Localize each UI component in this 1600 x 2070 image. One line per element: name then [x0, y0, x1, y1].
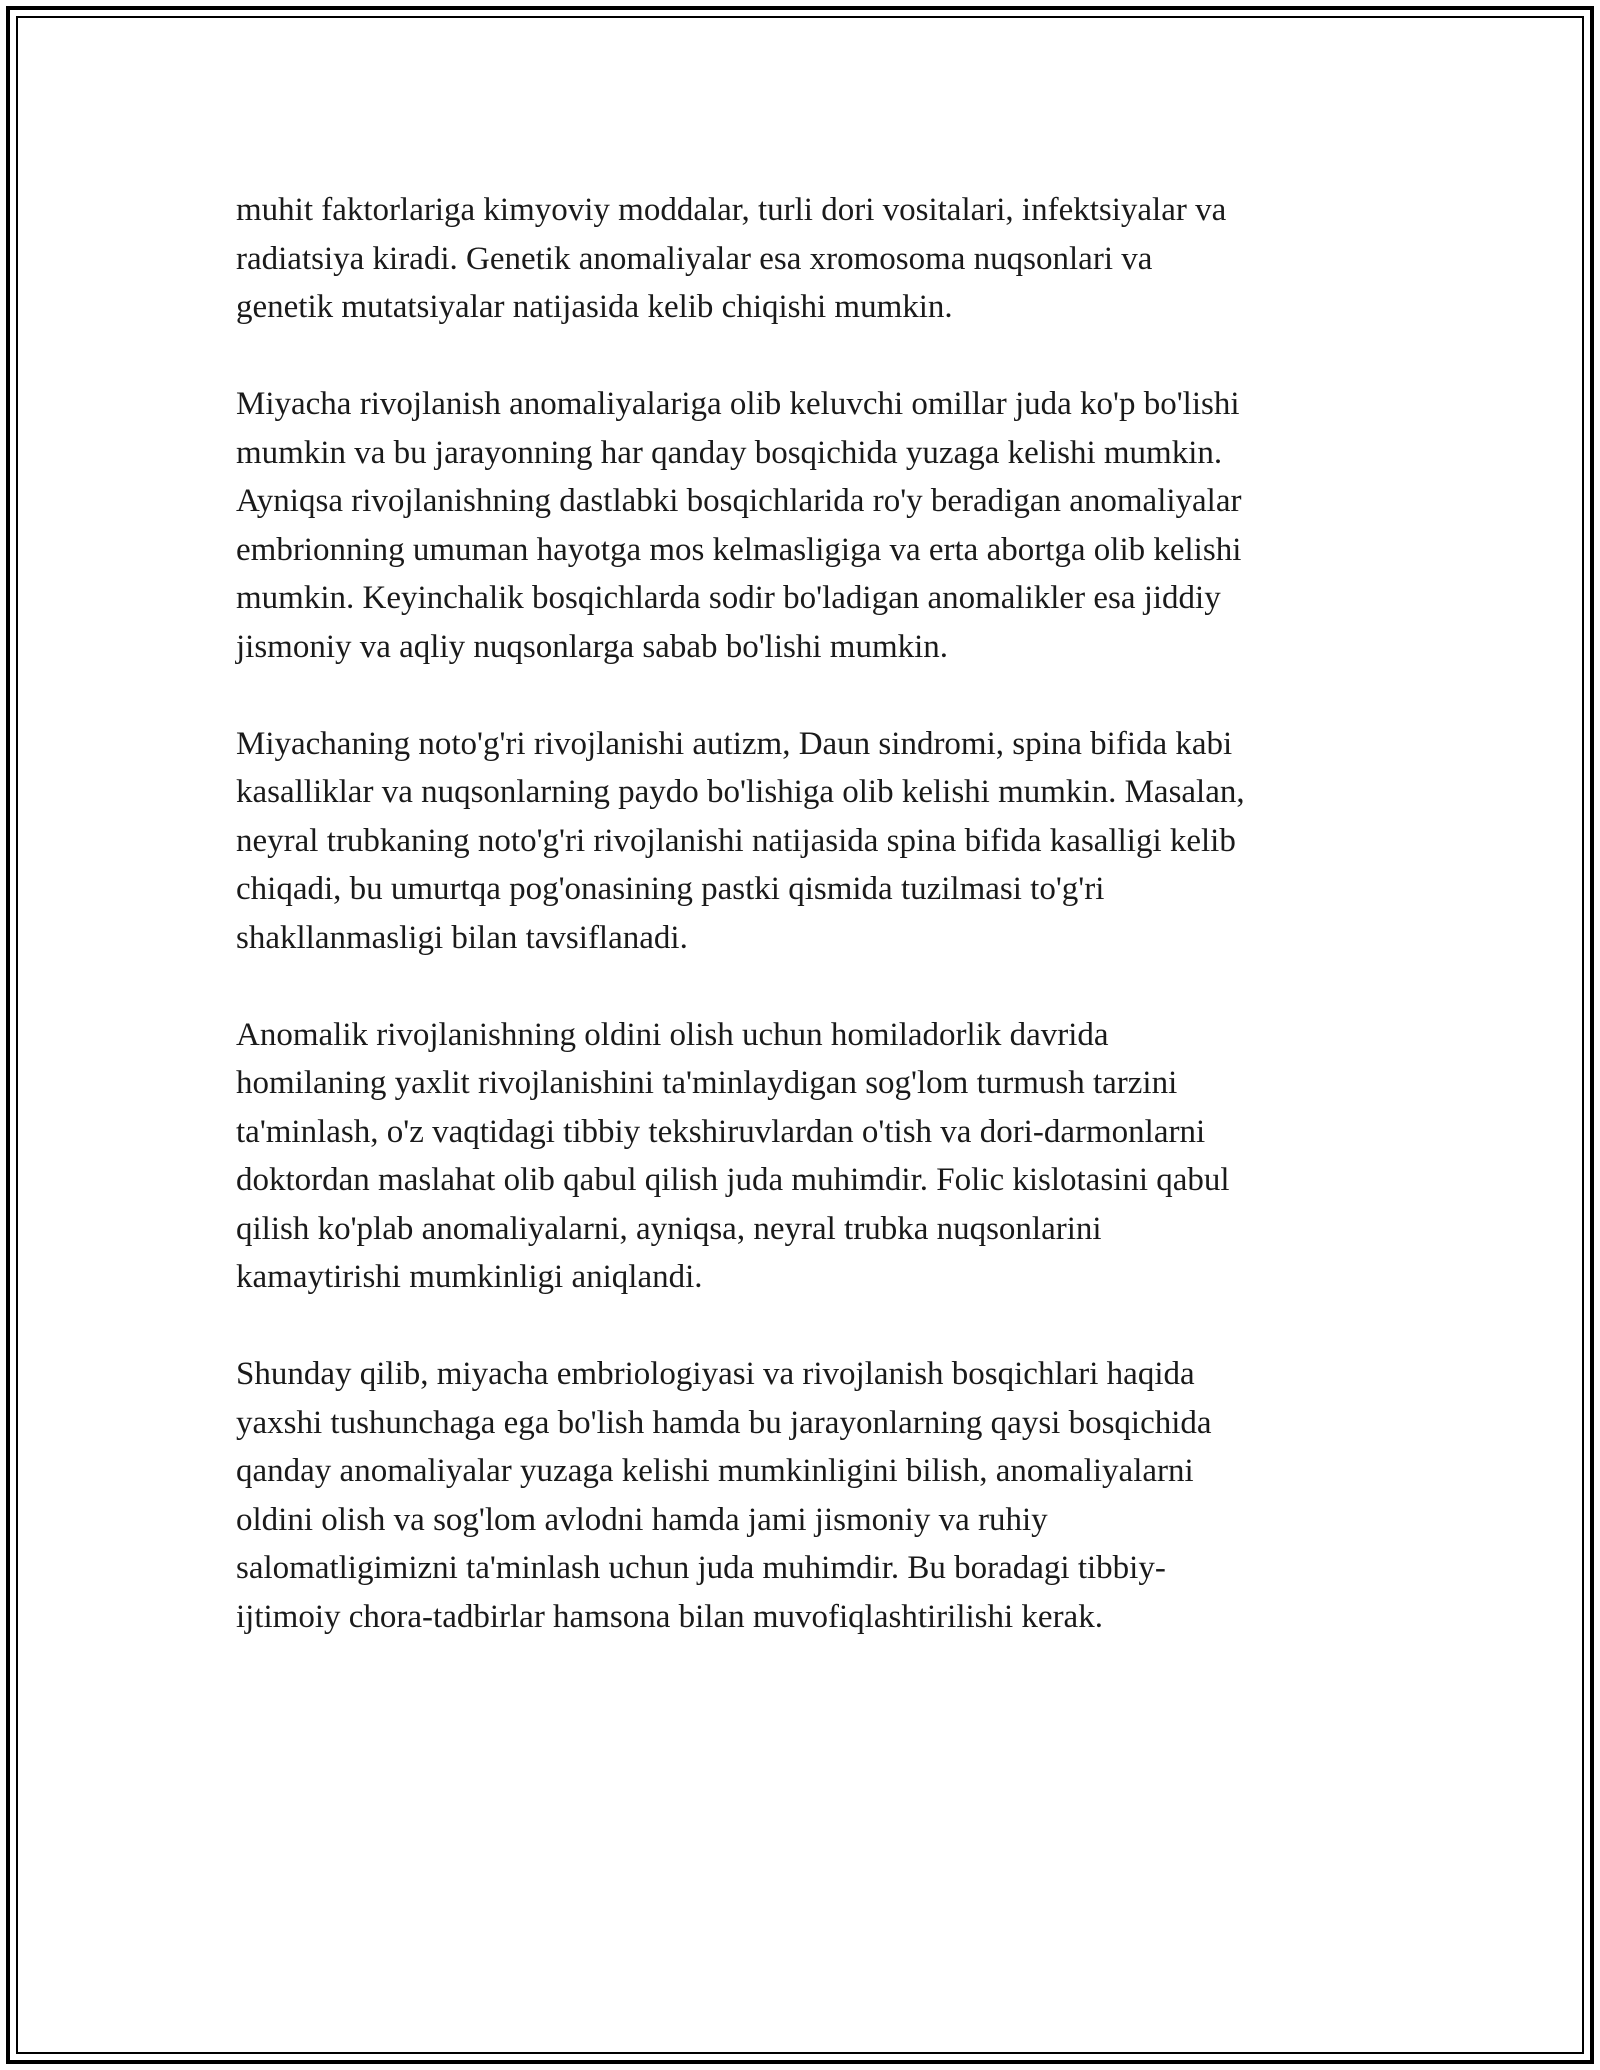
text-line: chiqadi, bu umurtqa pog'onasining pastki qismida tuzilmasi to'g'ri: [236, 871, 1105, 907]
text-line: Miyachaning noto'g'ri rivojlanishi autizm, Daun sindromi, spina bifida kabi: [236, 725, 1233, 762]
paragraph-1: [236, 186, 1396, 332]
text-line: kamaytirishi mumkinligi aniqlandi.: [236, 1259, 703, 1295]
text-line: yaxshi tushunchaga ega bo'lish hamda bu jarayonlarning qaysi bosqichida: [236, 1404, 1212, 1441]
text-line: Miyacha rivojlanish anomaliyalariga olib keluvchi omillar juda ko'p bo'lishi: [236, 386, 1240, 422]
text-line: radiatsiya kiradi. Genetik anomaliyalar esa xromosoma nuqsonlari va: [236, 240, 1153, 277]
text-line: doktordan maslahat olib qabul qilish juda muhimdir. Folic kislotasini qabul: [236, 1162, 1230, 1198]
text-line: Anomalik rivojlanishning oldini olish uchun homiladorlik davrida: [236, 1016, 1109, 1053]
text-line: homilaning yaxlit rivojlanishini ta'minlaydigan sog'lom turmush tarzini: [236, 1065, 1178, 1101]
text-line: kasalliklar va nuqsonlarning paydo bo'lishiga olib kelishi mumkin. Masalan,: [236, 774, 1245, 810]
text-line: neyral trubkaning noto'g'ri rivojlanishi natijasida spina bifida kasalligi kelib: [236, 822, 1236, 859]
document-body: [236, 186, 1396, 1690]
text-line: Ayniqsa rivojlanishning dastlabki bosqichlarida ro'y beradigan anomaliyalar: [236, 483, 1242, 519]
paragraph-4: [236, 1011, 1396, 1302]
text-line: jismoniy va aqliy nuqsonlarga sabab bo'lishi mumkin.: [236, 628, 949, 665]
text-line: Shunday qilib, miyacha embriologiyasi va rivojlanish bosqichlari haqida: [236, 1356, 1195, 1392]
text-line: mumkin. Keyinchalik bosqichlarda sodir bo'ladigan anomalikler esa jiddiy: [236, 580, 1221, 616]
paragraph-5: [236, 1350, 1396, 1641]
text-line: oldini olish va sog'lom avlodni hamda jami jismoniy va ruhiy: [236, 1501, 1048, 1538]
text-line: muhit faktorlariga kimyoviy moddalar, turli dori vositalari, infektsiyalar va: [236, 192, 1227, 228]
paragraph-3: [236, 720, 1396, 963]
text-line: salomatligimizni ta'minlash uchun juda muhimdir. Bu boradagi tibbiy-: [236, 1550, 1166, 1586]
text-line: mumkin va bu jarayonning har qanday bosqichida yuzaga kelishi mumkin.: [236, 434, 1223, 471]
text-line: embrionning umuman hayotga mos kelmasligiga va erta abortga olib kelishi: [236, 531, 1242, 568]
paragraph-2: [236, 380, 1396, 671]
text-line: ijtimoiy chora-tadbirlar hamsona bilan muvofiqlashtirilishi kerak.: [236, 1598, 1103, 1635]
text-line: qilish ko'plab anomaliyalarni, ayniqsa, neyral trubka nuqsonlarini: [236, 1210, 1102, 1247]
text-line: genetik mutatsiyalar natijasida kelib chiqishi mumkin.: [236, 289, 953, 325]
text-line: ta'minlash, o'z vaqtidagi tibbiy tekshiruvlardan o'tish va dori-darmonlarni: [236, 1113, 1206, 1150]
text-line: shakllanmasligi bilan tavsiflanadi.: [236, 919, 688, 956]
text-line: qanday anomaliyalar yuzaga kelishi mumkinligini bilish, anomaliyalarni: [236, 1453, 1194, 1489]
